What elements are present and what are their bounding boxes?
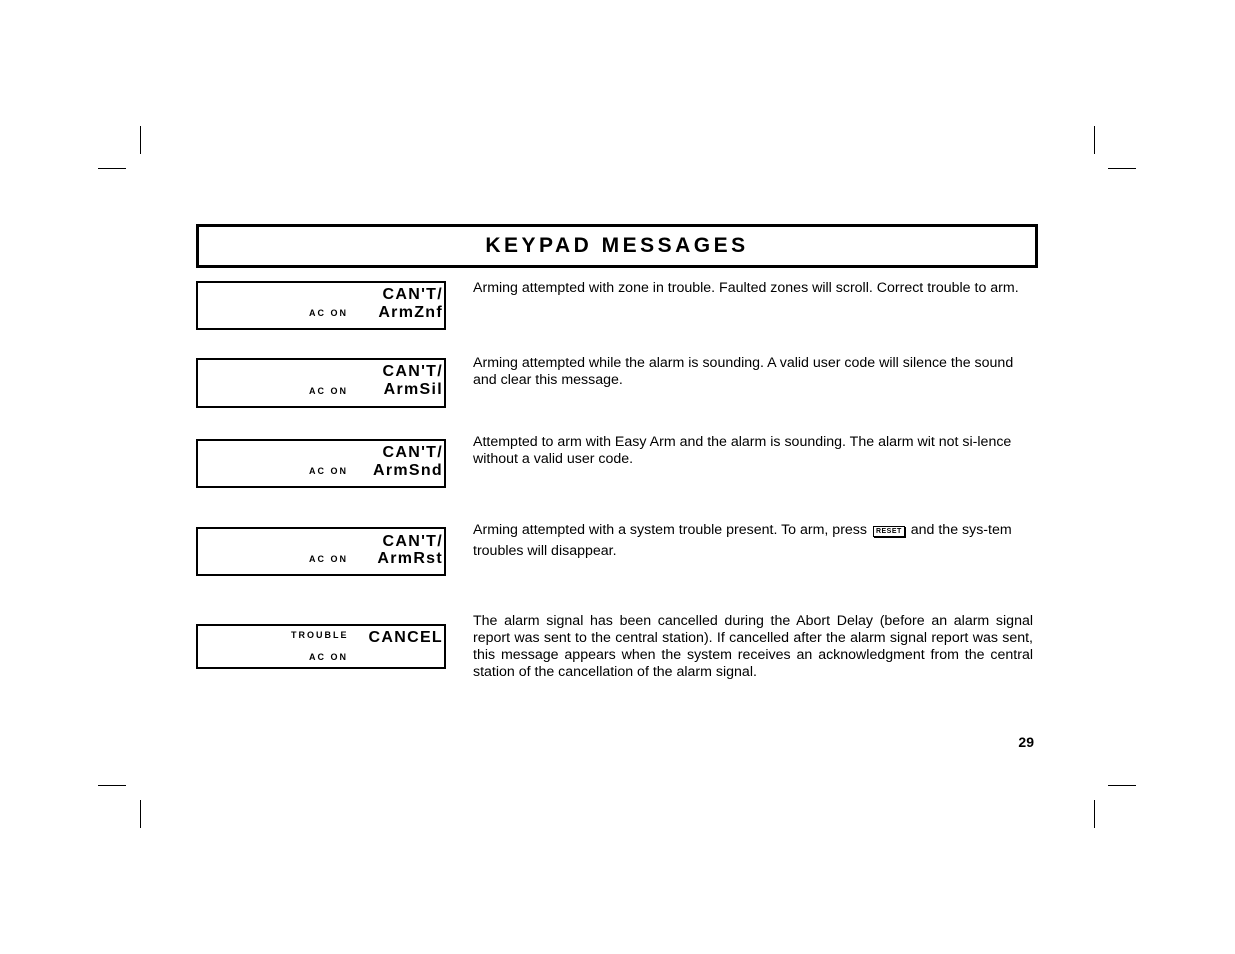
display-line-1: CAN'T/ xyxy=(382,363,443,380)
crop-mark-bottom-right-vertical xyxy=(1094,800,1095,828)
display-line-1: CAN'T/ xyxy=(382,533,443,550)
ac-on-indicator: AC ON xyxy=(309,652,348,662)
crop-mark-bottom-right-horizontal xyxy=(1108,785,1136,786)
keypad-display-armrst xyxy=(196,527,446,576)
display-line-2: ArmZnf xyxy=(378,304,443,321)
keypad-display-armznf xyxy=(196,281,446,330)
page-title: KEYPAD MESSAGES xyxy=(485,234,749,257)
crop-mark-top-right-vertical xyxy=(1094,126,1095,154)
ac-on-indicator: AC ON xyxy=(309,554,348,564)
display-line-1: CANCEL xyxy=(368,629,443,646)
crop-mark-bottom-left-horizontal xyxy=(98,785,126,786)
description-text-before: Arming attempted with a system trouble present. To arm, press xyxy=(473,522,867,538)
crop-mark-top-right-horizontal xyxy=(1108,168,1136,169)
display-line-2: ArmSil xyxy=(383,381,443,398)
keypad-display-cancel xyxy=(196,624,446,669)
message-description: The alarm signal has been cancelled during the Abort Delay (before an alarm signal report was sent to the central station). If cancelled after the alarm signal report was sent, this message appears when the system receives an acknowledgment from the central station of the cancellation of the alarm signal. xyxy=(473,613,1033,680)
ac-on-indicator: AC ON xyxy=(309,386,348,396)
trouble-indicator: TROUBLE xyxy=(291,630,349,640)
ac-on-indicator: AC ON xyxy=(309,308,348,318)
page-number: 29 xyxy=(1018,734,1034,750)
keypad-display-armsnd xyxy=(196,439,446,488)
ac-on-indicator: AC ON xyxy=(309,466,348,476)
description-text-after: and the sys-tem troubles will disappear. xyxy=(473,522,1012,559)
display-line-1: CAN'T/ xyxy=(382,286,443,303)
keypad-display-armsil xyxy=(196,358,446,408)
display-line-2: ArmSnd xyxy=(372,462,443,479)
crop-mark-top-left-vertical xyxy=(140,126,141,154)
display-line-1: CAN'T/ xyxy=(382,444,443,461)
section-title-box xyxy=(196,224,1038,268)
crop-mark-bottom-left-vertical xyxy=(140,800,141,828)
display-line-2: ArmRst xyxy=(377,550,443,567)
message-description xyxy=(473,520,1033,562)
message-description: Attempted to arm with Easy Arm and the alarm is sounding. The alarm wit not si-lence without a valid user code. xyxy=(473,434,1012,467)
reset-key-icon: RESET xyxy=(873,526,905,537)
message-description: Arming attempted with zone in trouble. Faulted zones will scroll. Correct trouble to arm. xyxy=(473,280,1019,296)
message-description: Arming attempted while the alarm is sounding. A valid user code will silence the sound and clear this message. xyxy=(473,355,1014,388)
crop-mark-top-left-horizontal xyxy=(98,168,126,169)
